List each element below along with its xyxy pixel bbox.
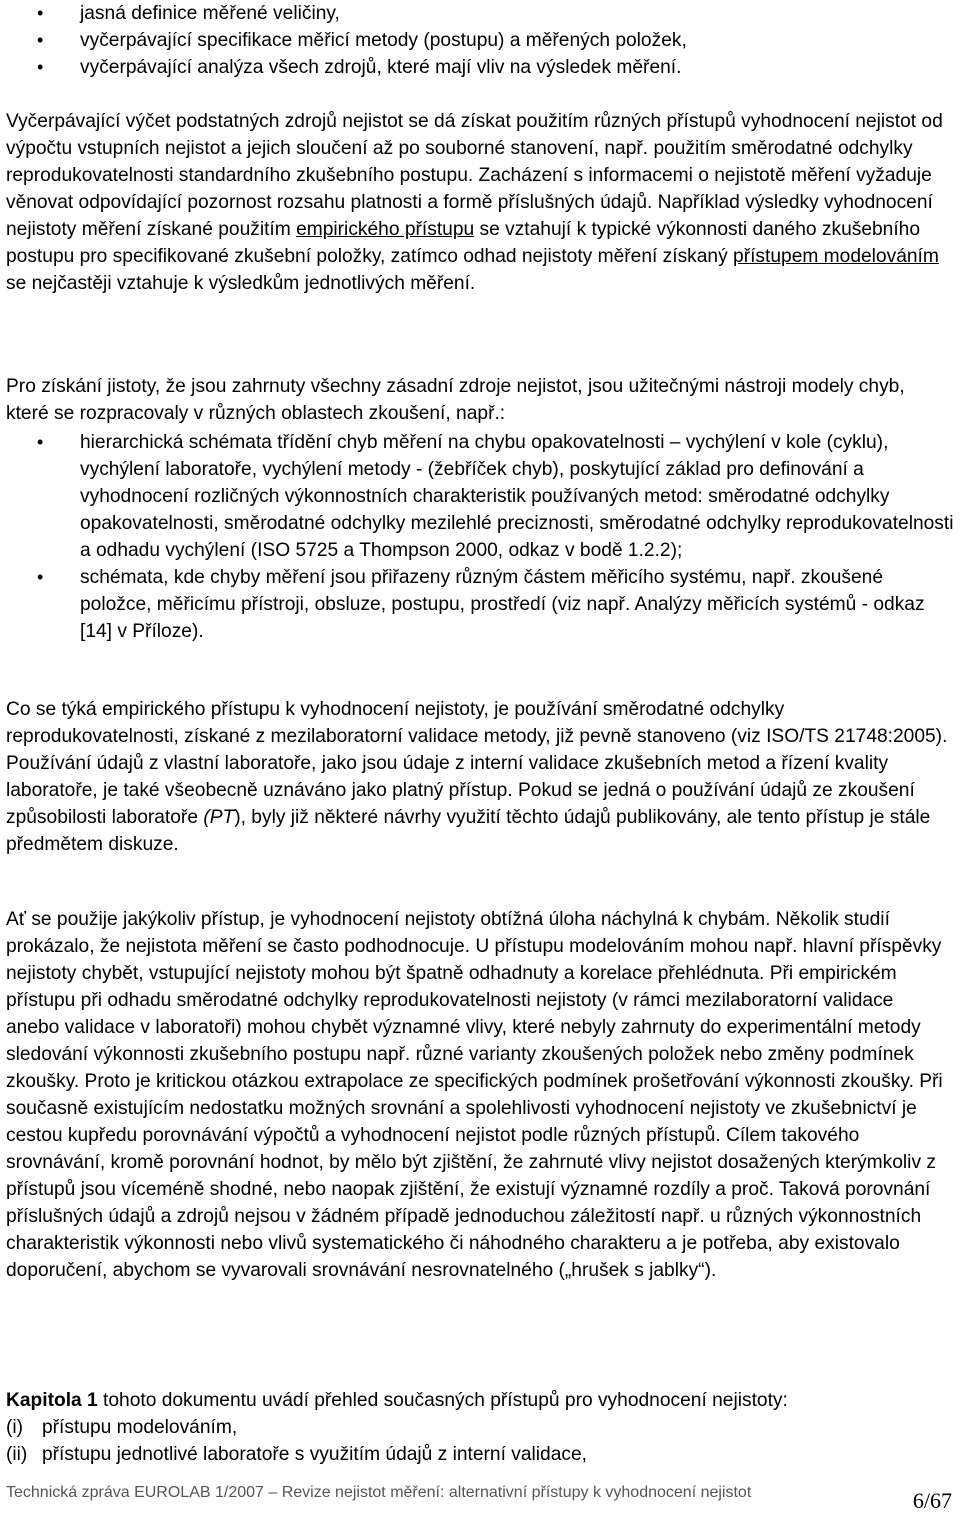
list-item: • jasná definice měřené veličiny, [0,0,955,27]
list-number: (i) [6,1417,24,1438]
pt-abbreviation: (PT [203,807,235,828]
list-item: • vyčerpávající specifikace měřicí metody (postupu) a měřených položek, [0,27,955,54]
paragraph-5 [6,1387,952,1414]
list-text: přístupu jednotlivé laboratoře s využitím údajů z interní validace, [42,1444,587,1465]
underlined-term-modeling: přístupem modelováním [733,246,939,267]
paragraph-1 [6,108,952,297]
bullet-list-mid [0,429,955,645]
underlined-term-empirical: empirického přístupu [296,219,475,240]
paragraph-3-text-b: ), byly již některé návrhy využití těchto údajů publikovány, ale tento přístup je stále předmětem diskuze. [6,807,931,855]
paragraph-1-text-b: se vztahují k typické výkonnosti daného zkušebního postupu pro specifikované zkušební položky, zatímco odhad nejistoty měření získaný [6,219,921,267]
paragraph-1-text-c: se nejčastěji vztahuje k výsledkům jednotlivých měření. [6,273,476,294]
list-item: • schémata, kde chyby měření jsou přiřazeny různým částem měřicího systému, např. zkoušené položce, měřicímu přístroji, obsluze, postupu, prostředí (viz např. Analýzy měřicích systémů - odkaz [14] v Příloze). [0,564,955,645]
list-item [6,1441,952,1468]
list-item [6,1414,952,1441]
paragraph-3 [6,696,952,858]
list-item: • hierarchická schémata třídění chyb měření na chybu opakovatelnosti – vychýlení v kole (cyklu), vychýlení laboratoře, vychýlení metody - (žebříček chyb), poskytující základ pro definování a vyhodnocení rozličných výkonnostních charakteristik používaných metod: směrodatné odchylky opakovatelnosti, směrodatné odchylky mezilehlé preciznosti, směrodatné odchylky reprodukovatelnosti a odhadu vychýlení (ISO 5725 a Thompson 2000, odkaz v bodě 1.2.2); [0,429,955,564]
page-number: 6/67 [912,1488,952,1513]
list-number: (ii) [6,1444,28,1465]
list-item: • vyčerpávající analýza všech zdrojů, které mají vliv na výsledek měření. [0,54,955,81]
paragraph-1-text-a: Vyčerpávající výčet podstatných zdrojů nejistot se dá získat použitím různých přístupů vyhodnocení nejistot od výpočtu vstupních nejistot a jejich sloučení až po souborné stanovení, např. použitím směrodatné odchylky reprodukovatelnosti standardního zkušebního postupu. Zacházení s informacemi o nejistotě měření vyžaduje věnovat odpovídající pozornost rozsahu platnosti a formě příslušných údajů. Například výsledky vyhodnocení nejistoty měření získané použitím [6,111,943,240]
paragraph-5-text: tohoto dokumentu uvádí přehled současných přístupů pro vyhodnocení nejistoty: [97,1390,788,1411]
page-footer [6,1484,956,1513]
bullet-list-top [0,0,955,81]
paragraph-3-text-a: Co se týká empirického přístupu k vyhodnocení nejistoty, je používání směrodatné odchylky reprodukovatelnosti, získané z mezilaboratorní validace metody, již pevně stanoveno (viz ISO/TS 21748:2005). Používání údajů z vlastní laboratoře, jako jsou údaje z interní validace zkušebních metod a řízení kvality laboratoře, je také všeobecně uznáváno jako platný přístup. Pokud se jedná o používání údajů ze zkoušení způsobilosti laboratoře [6,699,948,828]
chapter-reference: Kapitola 1 [6,1390,98,1411]
numbered-list [6,1414,952,1468]
paragraph-4: Ať se použije jakýkoliv přístup, je vyhodnocení nejistoty obtížná úloha náchylná k chybám. Několik studií prokázalo, že nejistota měření se často podhodnocuje. U přístupu modelováním mohou např. hlavní příspěvky nejistoty chybět, vstupující nejistoty mohou být špatně odhadnuty a korelace přehlédnuta. Při empirickém přístupu při odhadu směrodatné odchylky reprodukovatelnosti nejistoty (v rámci mezilaboratorní validace anebo validace v laboratoři) mohou chybět významné vlivy, které nebyly zahrnuty do experimentální metody sledování výkonnosti zkušebního postupu např. různé varianty zkoušených položek nebo změny podmínek zkoušky. Proto je kritickou otázkou extrapolace ze specifických podmínek prošetřování výkonnosti zkoušky. Při současně existujícím nedostatku možných srovnání a spolehlivosti vyhodnocení nejistoty ve zkušebnictví je cestou kupředu porovnávání výpočtů a vyhodnocení nejistot podle různých přístupů. Cílem takového srovnávání, kromě porovnání hodnot, by mělo být zjištění, že zahrnuté vlivy nejistot dosažených kterýmkoliv z přístupů jsou víceméně shodné, nebo naopak zjištění, že existují významné rozdíly a proč. Taková porovnání příslušných údajů a zdrojů nejsou v žádném případě jednoduchou záležitostí např. u různých výkonnostních charakteristik výkonnosti nebo vlivů systematického či náhodného charakteru a je potřeba, aby existovalo doporučení, abychom se vyvarovali srovnávání nesrovnatelného („hrušek s jablky“). [6,909,943,1281]
list-text: přístupu modelováním, [42,1417,238,1438]
paragraph-2: Pro získání jistoty, že jsou zahrnuty všechny zásadní zdroje nejistot, jsou užitečnými nástroji modely chyb, které se rozpracovaly v různých oblastech zkoušení, např.: [6,376,905,424]
footer-text: Technická zpráva EUROLAB 1/2007 – Revize nejistot měření: alternativní přístupy k vyhodnocení nejistot [6,1484,752,1501]
